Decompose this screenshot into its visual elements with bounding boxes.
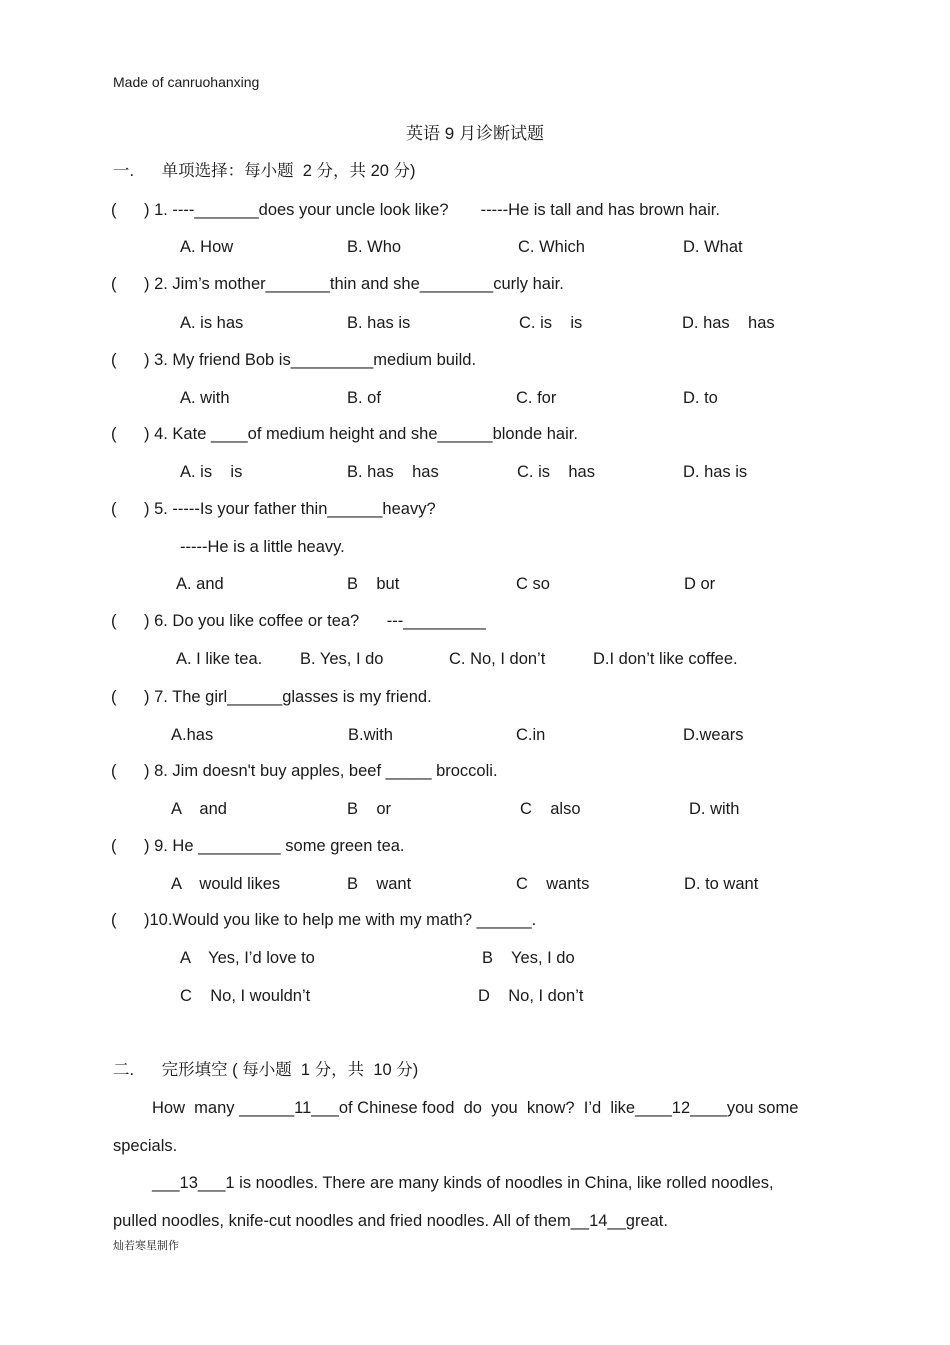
q4-option-c: C. is has <box>517 463 595 481</box>
question-7: ( ) 7. The girl______glasses is my friend. <box>111 688 432 706</box>
q6-option-d: D.I don’t like coffee. <box>593 650 738 668</box>
section-1-heading: 一. 单项选择：每小题 2 分，共 20 分) <box>113 162 416 180</box>
q5-option-c: C so <box>516 575 550 593</box>
q8-option-c: C also <box>520 800 581 818</box>
cloze-line-1: How many ______11___of Chinese food do you know? I’d like____12____you some <box>152 1099 799 1117</box>
q1-option-b: B. Who <box>347 238 402 256</box>
q1-option-a: A. How <box>180 238 234 256</box>
question-9: ( ) 9. He _________ some green tea. <box>111 837 405 855</box>
question-3: ( ) 3. My friend Bob is_________medium build. <box>111 351 477 369</box>
q9-option-d: D. to want <box>684 875 759 893</box>
q5-option-d: D or <box>684 575 716 593</box>
q9-option-c: C wants <box>516 875 590 893</box>
q4-option-a: A. is is <box>180 463 243 481</box>
q5-answer-line: -----He is a little heavy. <box>180 538 345 556</box>
question-1: ( ) 1. ----_______does your uncle look like? -----He is tall and has brown hair. <box>111 201 720 219</box>
q7-option-d: D.wears <box>683 726 744 744</box>
page-header: Made of canruohanxing <box>113 74 260 90</box>
question-2: ( ) 2. Jim’s mother_______thin and she________curly hair. <box>111 275 564 293</box>
q6-option-c: C. No, I don’t <box>449 650 546 668</box>
cloze-line-3: ___13___1 is noodles. There are many kinds of noodles in China, like rolled noodles, <box>152 1174 774 1192</box>
q2-option-c: C. is is <box>519 314 583 332</box>
q4-option-b: B. has has <box>347 463 439 481</box>
question-5: ( ) 5. -----Is your father thin______heavy? <box>111 500 436 518</box>
q5-option-b: B but <box>347 575 400 593</box>
question-6: ( ) 6. Do you like coffee or tea? ---_________ <box>111 612 486 630</box>
q10-option-d: D No, I don’t <box>478 987 584 1005</box>
q3-option-c: C. for <box>516 389 557 407</box>
q8-option-b: B or <box>347 800 392 818</box>
q10-option-b: B Yes, I do <box>482 949 575 967</box>
q9-option-b: B want <box>347 875 412 893</box>
question-4: ( ) 4. Kate ____of medium height and she______blonde hair. <box>111 425 578 443</box>
q8-option-d: D. with <box>689 800 740 818</box>
q6-option-a: A. I like tea. <box>176 650 263 668</box>
q2-option-b: B. has is <box>347 314 411 332</box>
q3-option-d: D. to <box>683 389 718 407</box>
q3-option-b: B. of <box>347 389 381 407</box>
q10-option-a: A Yes, I’d love to <box>180 949 315 967</box>
q2-option-a: A. is has <box>180 314 244 332</box>
cloze-line-4: pulled noodles, knife-cut noodles and fried noodles. All of them__14__great. <box>113 1212 668 1230</box>
section-2-heading: 二. 完形填空 ( 每小题 1 分，共 10 分) <box>113 1061 419 1079</box>
page-footer: 灿若寒星制作 <box>113 1240 179 1252</box>
q4-option-d: D. has is <box>683 463 748 481</box>
q9-option-a: A would likes <box>171 875 281 893</box>
exam-title: 英语 9 月诊断试题 <box>406 124 544 143</box>
q1-option-c: C. Which <box>518 238 585 256</box>
q1-option-d: D. What <box>683 238 743 256</box>
q5-option-a: A. and <box>176 575 224 593</box>
q7-option-b: B.with <box>348 726 393 744</box>
q3-option-a: A. with <box>180 389 230 407</box>
q2-option-d: D. has has <box>682 314 775 332</box>
q8-option-a: A and <box>171 800 227 818</box>
question-8: ( ) 8. Jim doesn't buy apples, beef _____ broccoli. <box>111 762 498 780</box>
question-10: ( )10.Would you like to help me with my math? ______. <box>111 911 537 929</box>
q7-option-c: C.in <box>516 726 546 744</box>
q6-option-b: B. Yes, I do <box>300 650 384 668</box>
cloze-line-2: specials. <box>113 1137 178 1155</box>
q10-option-c: C No, I wouldn’t <box>180 987 311 1005</box>
q7-option-a: A.has <box>171 726 214 744</box>
